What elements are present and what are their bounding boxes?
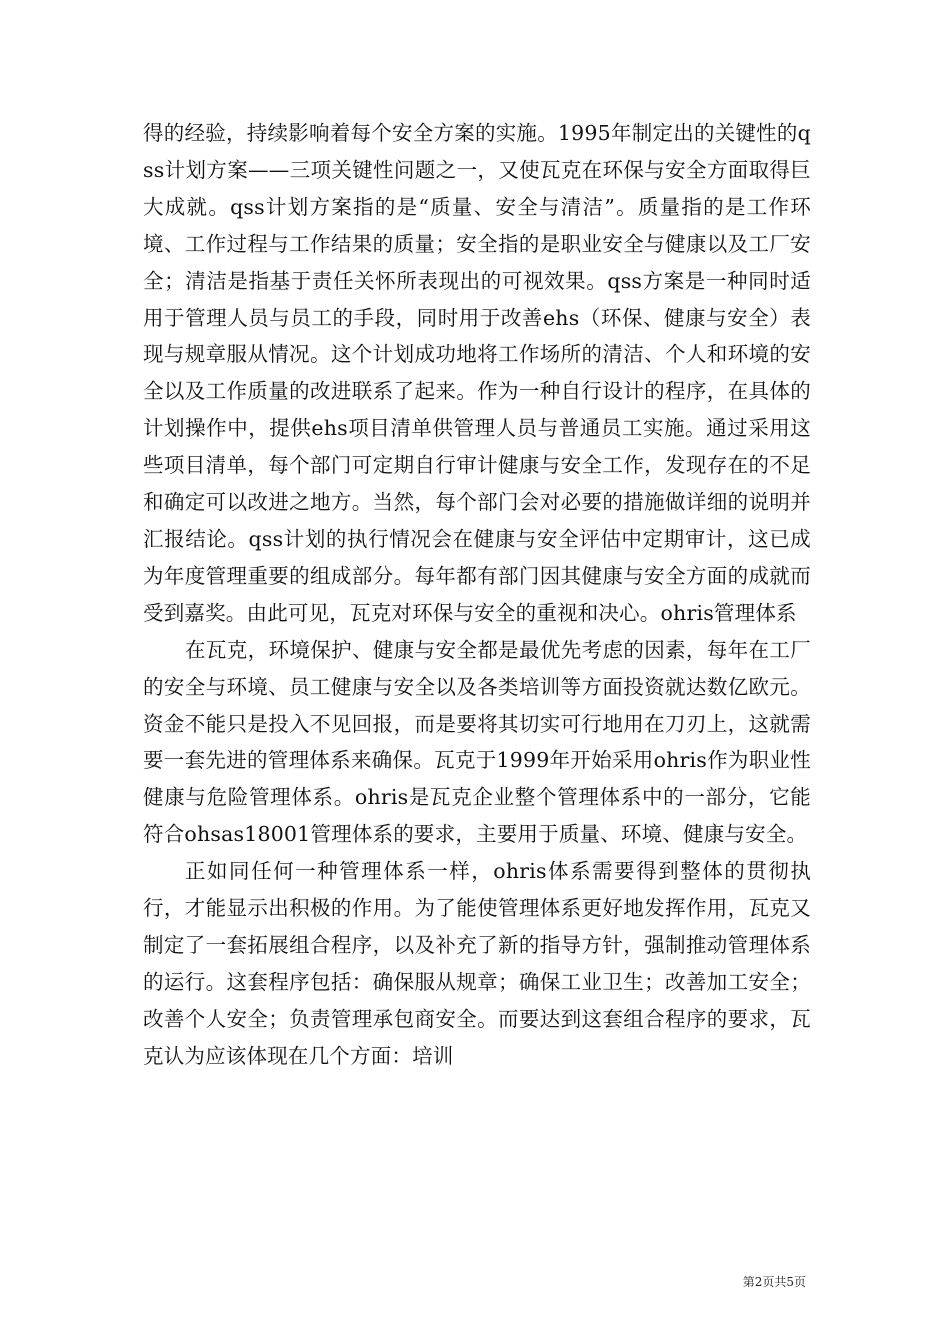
body-text [143, 115, 811, 1075]
paragraph-ohris-implementation: 正如同任何一种管理体系一样，ohris体系需要得到整体的贯彻执行，才能显示出积极的作用。为了能使管理体系更好地发挥作用，瓦克又制定了一套拓展组合程序，以及补充了新的指导方针，强制推动管理体系的运行。这套程序包括：确保服从规章；确保工业卫生；改善加工安全；改善个人安全；负责管理承包商安全。而要达到这套组合程序的要求，瓦克认为应该体现在几个方面：培训 [143, 859, 811, 1068]
paragraph-continuation: 得的经验，持续影响着每个安全方案的实施。1995年制定出的关键性的qss计划方案——三项关键性问题之一，又使瓦克在环保与安全方面取得巨大成就。qss计划方案指的是“质量、安全与清洁”。质量指的是工作环境、工作过程与工作结果的质量；安全指的是职业安全与健康以及工厂安全；清洁是指基于责任关怀所表现出的可视效果。qss方案是一种同时适用于管理人员与员工的手段，同时用于改善ehs（环保、健康与安全）表现与规章服从情况。这个计划成功地将工作场所的清洁、个人和环境的安全以及工作质量的改进联系了起来。作为一种自行设计的程序，在具体的计划操作中，提供ehs项目清单供管理人员与普通员工实施。通过采用这些项目清单，每个部门可定期自行审计健康与安全工作，发现存在的不足和确定可以改进之地方。当然，每个部门会对必要的措施做详细的说明并汇报结论。qss计划的执行情况会在健康与安全评估中定期审计，这已成为年度管理重要的组成部分。每年都有部门因其健康与安全方面的成就而受到嘉奖。由此可见，瓦克对环保与安全的重视和决心。ohris管理体系 [143, 121, 811, 625]
page-number: 第2页共5页 [742, 1275, 806, 1289]
paragraph-ohris-investment: 在瓦克，环境保护、健康与安全都是最优先考虑的因素，每年在工厂的安全与环境、员工健康与安全以及各类培训等方面投资就达数亿欧元。资金不能只是投入不见回报，而是要将其切实可行地用在刀刃上，这就需要一套先进的管理体系来确保。瓦克于1999年开始采用ohris作为职业性健康与危险管理体系。ohris是瓦克企业整个管理体系中的一部分，它能符合ohsas18001管理体系的要求，主要用于质量、环境、健康与安全。 [143, 637, 811, 847]
